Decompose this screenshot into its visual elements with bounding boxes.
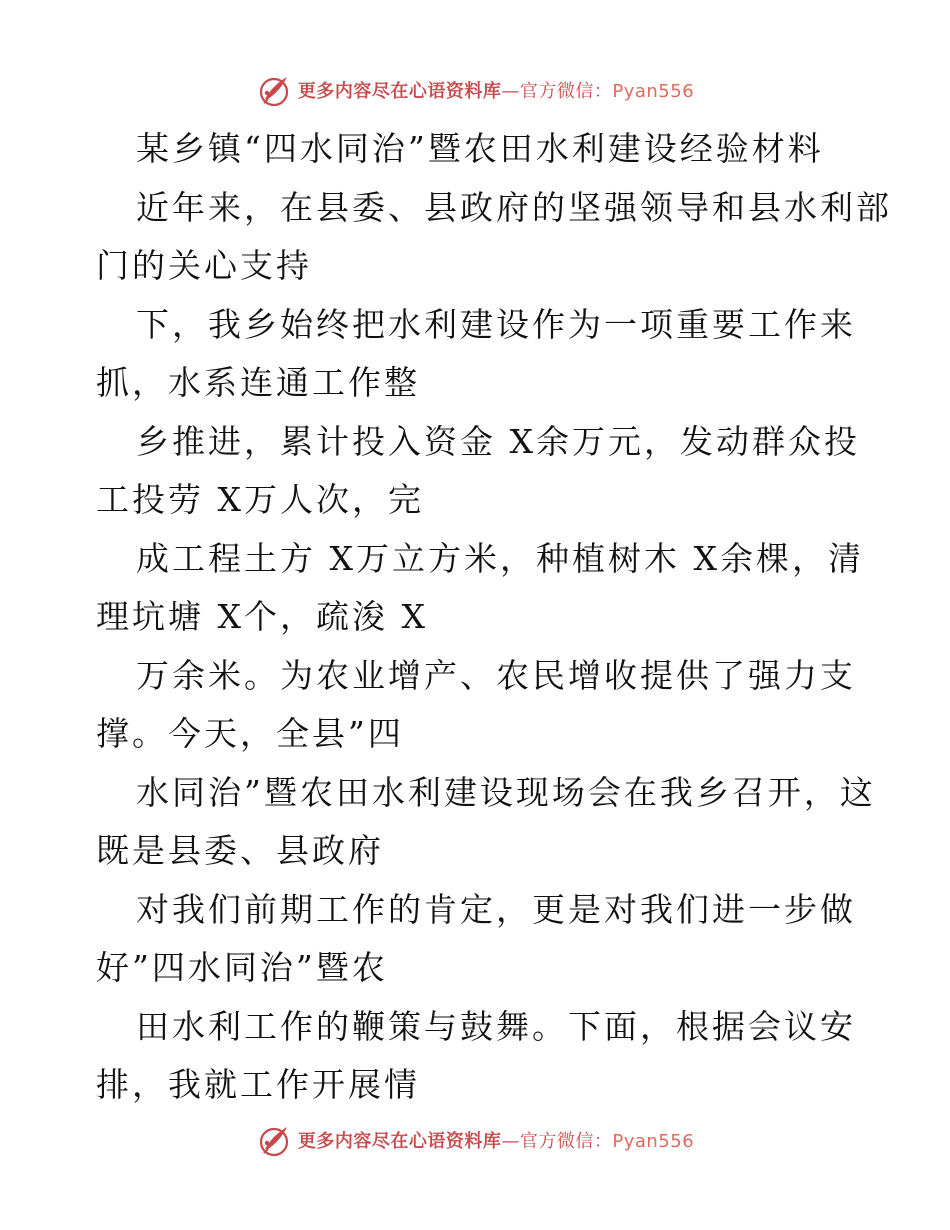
text-line: 成工程土方 X万立方米，种植树木 X余棵，清 — [136, 538, 864, 578]
text-line: 门的关心支持 — [96, 246, 312, 285]
text-line: 乡推进，累计投入资金 X余万元，发动群众投 — [136, 421, 860, 461]
text-line: 工投劳 X万人次，完 — [96, 480, 424, 519]
feather-pen-logo-icon — [256, 1122, 292, 1158]
text-line: 下，我乡始终把水利建设作为一项重要工作来 — [136, 304, 856, 344]
text-line: 近年来，在县委、县政府的坚强领导和县水利部 — [136, 187, 892, 227]
banner-text: 更多内容尽在心语资料库—官方微信：Pyan556 — [297, 81, 695, 102]
wechat-id: Pyan556 — [612, 1131, 695, 1152]
text-line: 田水利工作的鞭策与鼓舞。下面，根据会议安 — [136, 1006, 856, 1046]
header-banner — [0, 70, 950, 110]
text-line: 水同治”暨农田水利建设现场会在我乡召开，这 — [136, 772, 876, 812]
text-line: 好”四水同治”暨农 — [96, 948, 388, 987]
text-line: 排，我就工作开展情 — [96, 1065, 420, 1104]
feather-pen-logo-icon — [256, 72, 292, 108]
text-line: 既是县委、县政府 — [96, 831, 384, 870]
document-body — [96, 120, 892, 1115]
text-line: 抓，水系连通工作整 — [96, 363, 420, 402]
banner-text: 更多内容尽在心语资料库—官方微信：Pyan556 — [297, 1131, 695, 1152]
text-line: 撑。今天，全县”四 — [96, 714, 404, 753]
text-line: 对我们前期工作的肯定，更是对我们进一步做 — [136, 889, 856, 929]
wechat-id: Pyan556 — [612, 81, 695, 102]
footer-banner — [0, 1120, 950, 1160]
text-line: 万余米。为农业增产、农民增收提供了强力支 — [136, 655, 856, 695]
text-line: 理坑塘 X个，疏浚 X — [96, 597, 428, 636]
document-title: 某乡镇“四水同治”暨农田水利建设经验材料 — [136, 129, 824, 168]
